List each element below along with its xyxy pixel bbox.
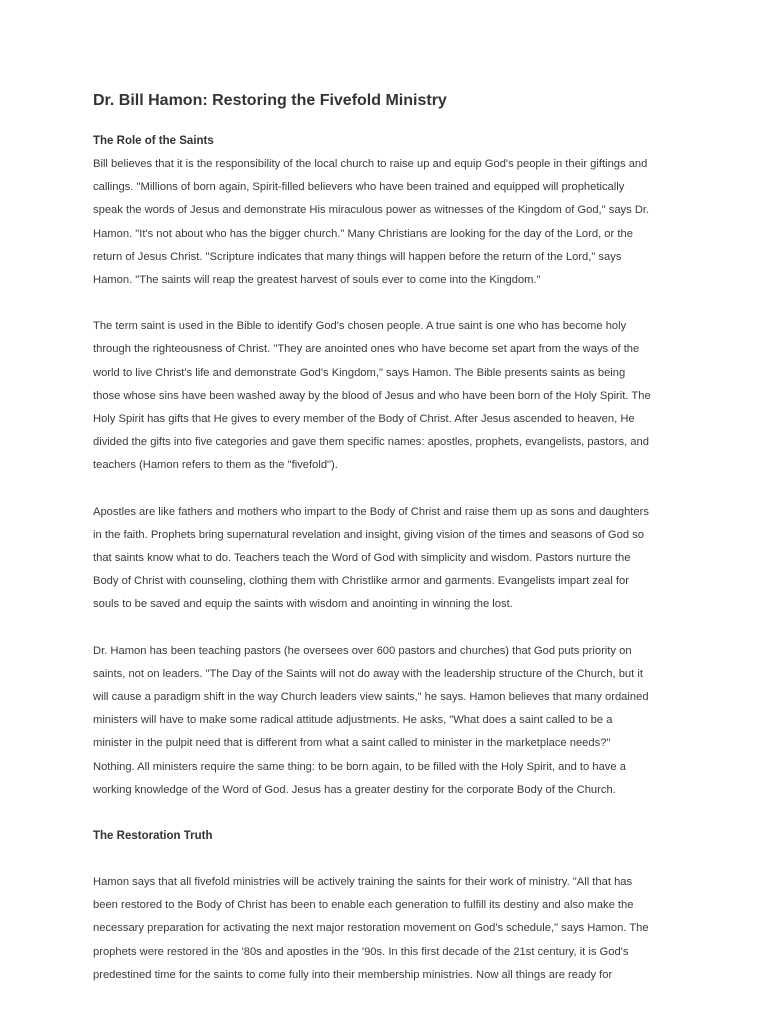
- text-line: Hamon says that all fivefold ministries will be actively training the saints for their work of ministry. "All that has: [93, 876, 633, 889]
- text-line: Hamon. "It's not about who has the bigger church." Many Christians are looking for the day of the Lord, or the: [93, 227, 633, 240]
- text-line: Dr. Hamon has been teaching pastors (he oversees over 600 pastors and churches) that God puts priority on: [93, 644, 632, 657]
- text-line: teachers (Hamon refers to them as the "fivefold").: [93, 459, 338, 472]
- section-heading: The Restoration Truth: [93, 830, 213, 843]
- text-line: divided the gifts into five categories and gave them specific names: apostles, prophets, evangelists, pastors, and: [93, 436, 649, 449]
- paragraph: [93, 153, 683, 292]
- paragraph: [93, 315, 683, 477]
- text-line: those whose sins have been washed away by the blood of Jesus and who have been born of the Holy Spirit. The: [93, 389, 651, 402]
- text-line: Bill believes that it is the responsibility of the local church to raise up and equip God's people in their giftings and: [93, 158, 648, 170]
- section-role-of-saints: [93, 130, 683, 825]
- text-line: prophets were restored in the '80s and apostles in the '90s. In this first decade of the 21st century, it is God's: [93, 945, 629, 958]
- text-line: ministers will have to make some radical attitude adjustments. He asks, "What does a saint called to be a: [93, 714, 613, 727]
- paragraph-gap: [93, 802, 683, 825]
- paragraph: [93, 501, 683, 617]
- document-page: [93, 86, 683, 987]
- text-line: Nothing. All ministers require the same thing: to be born again, to be filled with the Holy Spirit, and to have a: [93, 760, 626, 773]
- paragraph-gap: [93, 292, 683, 315]
- text-line: The term saint is used in the Bible to identify God's chosen people. A true saint is one who has become holy: [93, 320, 627, 333]
- paragraph-gap: [93, 617, 683, 640]
- paragraph-gap: [93, 848, 683, 871]
- text-line: that saints know what to do. Teachers teach the Word of God with simplicity and wisdom. Pastors nurture the: [93, 552, 631, 565]
- section-heading: The Role of the Saints: [93, 135, 214, 147]
- paragraph: [93, 640, 683, 802]
- text-line: been restored to the Body of Christ has been to enable each generation to fulfill its destiny and also make the: [93, 899, 634, 912]
- text-line: necessary preparation for activating the next major restoration movement on God's schedule," says Hamon. The: [93, 922, 649, 935]
- text-line: Body of Christ with counseling, clothing them with Christlike armor and garments. Evangelists impart zeal for: [93, 575, 629, 588]
- text-line: Hamon. "The saints will reap the greatest harvest of souls ever to come into the Kingdom.": [93, 274, 541, 287]
- text-line: world to live Christ's life and demonstrate God's Kingdom," says Hamon. The Bible presents saints as being: [93, 366, 626, 379]
- text-line: return of Jesus Christ. "Scripture indicates that many things will happen before the return of the Lord," says: [93, 250, 622, 263]
- paragraph: [93, 871, 683, 987]
- text-line: minister in the pulpit need that is different from what a saint called to minister in the marketplace needs?": [93, 737, 611, 750]
- paragraph-gap: [93, 478, 683, 501]
- text-line: in the faith. Prophets bring supernatural revelation and insight, giving vision of the times and seasons of God so: [93, 528, 645, 541]
- section-restoration-truth: [93, 825, 683, 987]
- text-line: speak the words of Jesus and demonstrate His miraculous power as witnesses of the Kingdom of God," says Dr.: [93, 204, 650, 217]
- text-line: working knowledge of the Word of God. Jesus has a greater destiny for the corporate Body of the Church.: [93, 783, 616, 796]
- document-title: Dr. Bill Hamon: Restoring the Fivefold Ministry: [93, 92, 447, 109]
- text-line: Apostles are like fathers and mothers who impart to the Body of Christ and raise them up as sons and daughters: [93, 505, 649, 518]
- text-line: Holy Spirit has gifts that He gives to every member of the Body of Christ. After Jesus ascended to heaven, He: [93, 413, 635, 426]
- text-line: will cause a paradigm shift in the way Church leaders view saints," he says. Hamon believes that many ordained: [93, 691, 649, 704]
- text-line: through the righteousness of Christ. "They are anointed ones who have become set apart from the ways of the: [93, 343, 640, 356]
- text-line: saints, not on leaders. "The Day of the Saints will not do away with the leadership structure of the Church, but it: [93, 667, 643, 680]
- text-line: souls to be saved and equip the saints with wisdom and anointing in winning the lost.: [93, 598, 513, 611]
- text-line: predestined time for the saints to come fully into their membership ministries. Now all things are ready for: [93, 968, 613, 981]
- text-line: callings. "Millions of born again, Spirit-filled believers who have been trained and equipped will prophetically: [93, 181, 625, 194]
